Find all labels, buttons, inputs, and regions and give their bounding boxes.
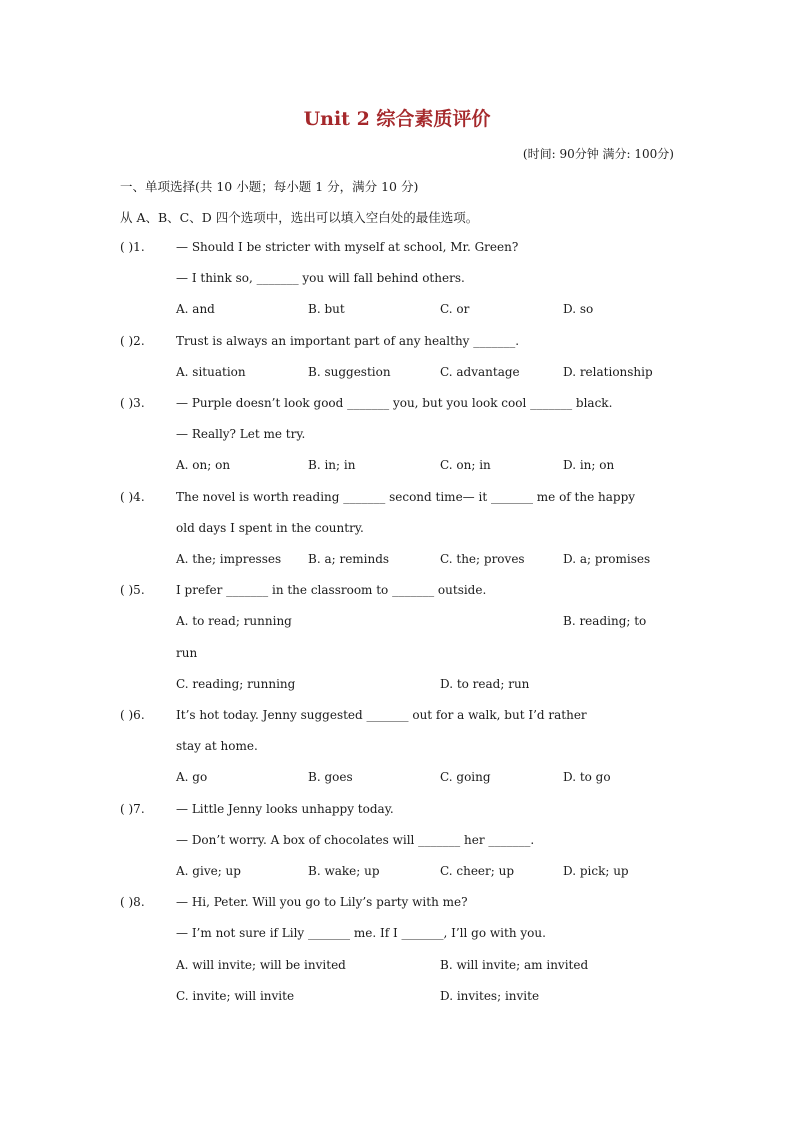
option-b: B. will invite; am invited — [440, 958, 589, 972]
option-c: C. cheer; up — [440, 864, 515, 878]
option-b: B. reading; to — [563, 614, 647, 628]
question-number: ( )4. — [120, 490, 145, 504]
instructions: 从 A、B、C、D 四个选项中，选出可以填入空白处的最佳选项。 — [120, 210, 479, 225]
question-8 — [120, 895, 468, 909]
option-a: A. on; on — [176, 458, 231, 472]
question-6 — [120, 708, 587, 722]
section-title: 一、单项选择(共 10 小题；每小题 1 分，满分 10 分) — [120, 179, 419, 194]
option-a: A. will invite; will be invited — [176, 958, 346, 972]
option-a: A. and — [176, 302, 215, 316]
question-text-cont: old days I spent in the country. — [176, 521, 364, 535]
question-text-cont: stay at home. — [176, 739, 258, 753]
option-a: A. to read; running — [176, 614, 292, 628]
option-b-wrap: run — [176, 646, 198, 660]
question-number: ( )8. — [120, 895, 145, 909]
option-a: A. go — [176, 770, 208, 784]
question-text: It’s hot today. Jenny suggested _______ out for a walk, but I’d rather — [176, 708, 587, 722]
option-c: C. invite; will invite — [176, 989, 295, 1003]
question-text: I prefer _______ in the classroom to _______ outside. — [176, 583, 487, 597]
question-text-cont: — I’m not sure if Lily _______ me. If I _______, I’ll go with you. — [176, 926, 546, 940]
option-b: B. suggestion — [308, 365, 391, 379]
question-text: — Little Jenny looks unhappy today. — [176, 802, 394, 816]
question-text: The novel is worth reading _______ second time— it _______ me of the happy — [176, 490, 636, 504]
option-c: C. reading; running — [176, 677, 296, 691]
option-d: D. to read; run — [440, 677, 530, 691]
option-b: B. in; in — [308, 458, 356, 472]
option-d: D. so — [563, 302, 594, 316]
option-a: A. give; up — [176, 864, 241, 878]
question-number: ( )5. — [120, 583, 145, 597]
question-text-cont: — Don’t worry. A box of chocolates will _______ her _______. — [176, 833, 535, 847]
question-number: ( )2. — [120, 334, 145, 348]
option-c: C. on; in — [440, 458, 491, 472]
time-info: (时间: 90分钟 满分: 100分) — [522, 147, 674, 161]
option-b: B. but — [308, 302, 345, 316]
question-number: ( )6. — [120, 708, 145, 722]
option-d: D. pick; up — [563, 864, 629, 878]
option-c: C. the; proves — [440, 552, 525, 566]
option-b: B. a; reminds — [308, 552, 390, 566]
option-c: C. or — [440, 302, 470, 316]
option-d: D. relationship — [563, 365, 653, 379]
question-number: ( )3. — [120, 396, 145, 410]
page-title: Unit 2 综合素质评价 — [303, 108, 491, 130]
option-a: A. situation — [176, 365, 246, 379]
option-d: D. to go — [563, 770, 611, 784]
option-d: D. invites; invite — [440, 989, 540, 1003]
option-b: B. goes — [308, 770, 353, 784]
question-3 — [120, 396, 612, 410]
question-1 — [120, 240, 518, 254]
option-b: B. wake; up — [308, 864, 380, 878]
option-d: D. in; on — [563, 458, 615, 472]
question-text: — Should I be stricter with myself at school, Mr. Green? — [176, 240, 519, 254]
question-text: — Purple doesn’t look good _______ you, but you look cool _______ black. — [176, 396, 613, 410]
question-number: ( )1. — [120, 240, 145, 254]
question-4 — [120, 490, 635, 504]
question-text: — Hi, Peter. Will you go to Lily’s party with me? — [176, 895, 468, 909]
option-d: D. a; promises — [563, 552, 651, 566]
option-a: A. the; impresses — [176, 552, 282, 566]
question-text: Trust is always an important part of any healthy _______. — [176, 334, 520, 348]
question-number: ( )7. — [120, 802, 145, 816]
question-2 — [120, 334, 519, 348]
option-c: C. advantage — [440, 365, 520, 379]
question-text-cont: — I think so, _______ you will fall behind others. — [176, 271, 465, 285]
question-5 — [120, 583, 486, 597]
option-c: C. going — [440, 770, 491, 784]
question-7 — [120, 802, 394, 816]
question-text-cont: — Really? Let me try. — [176, 427, 306, 441]
